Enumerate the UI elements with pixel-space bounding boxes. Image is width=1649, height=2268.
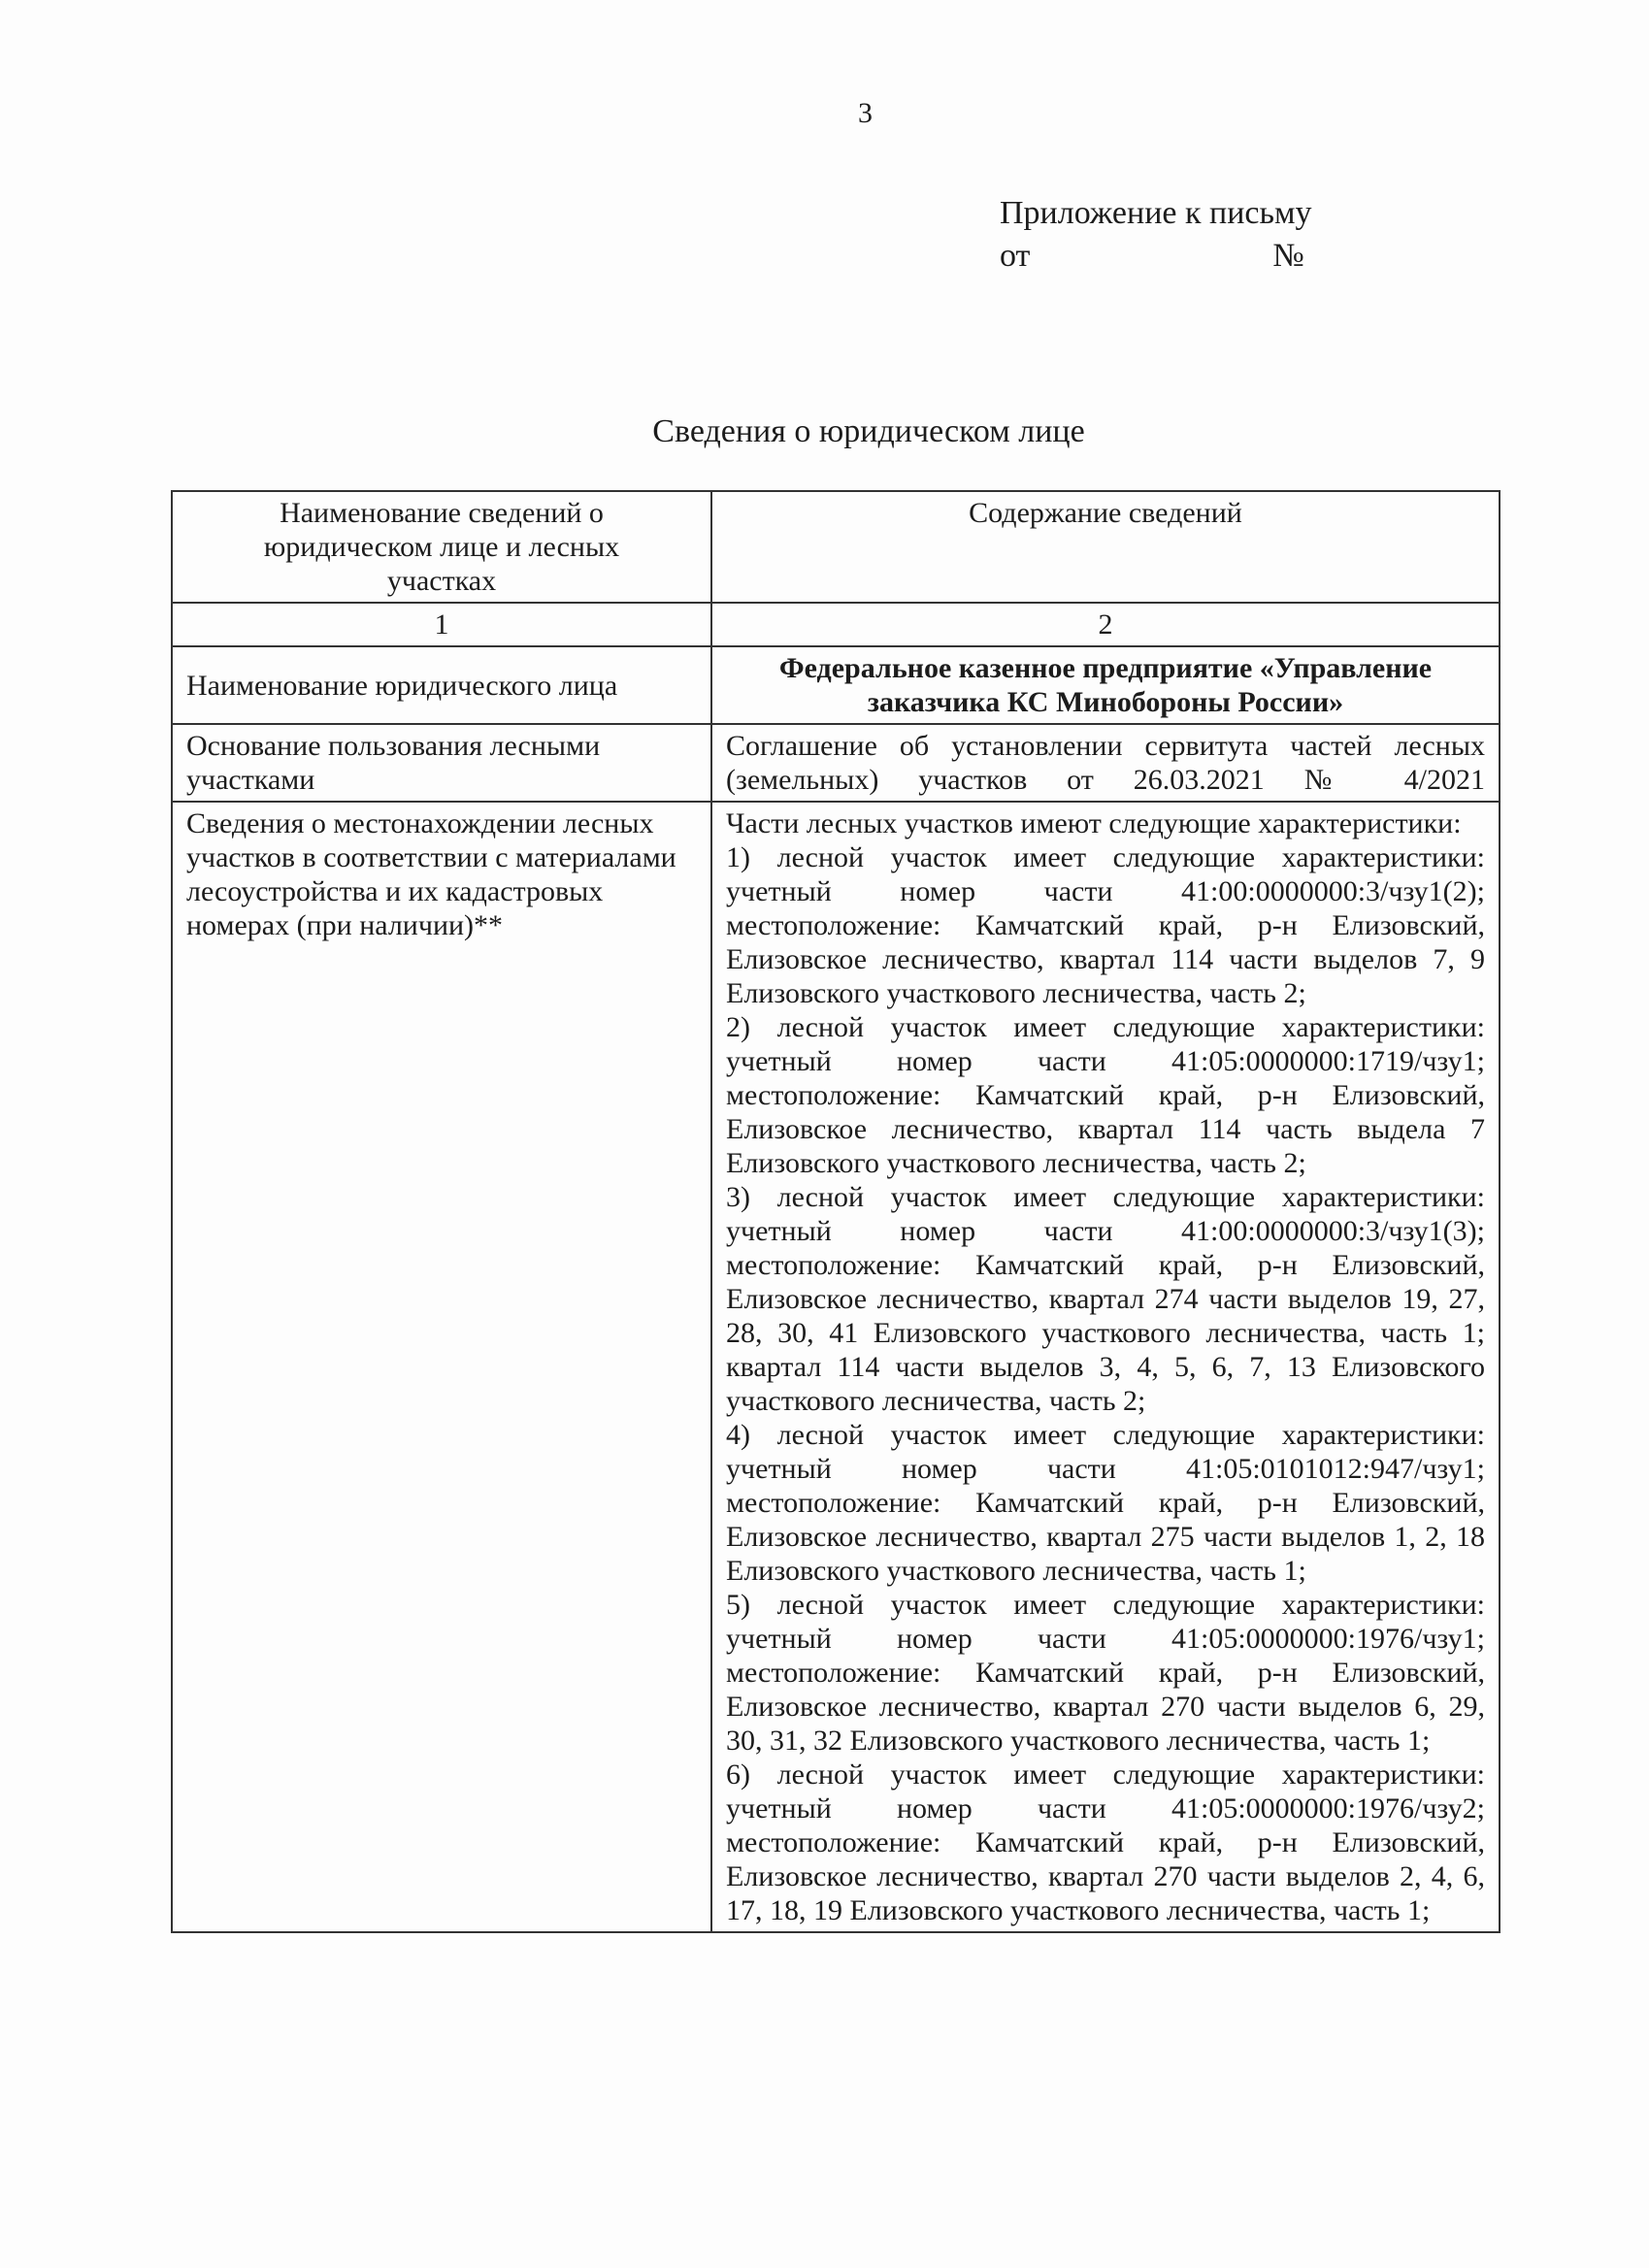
- forest-plot-item: 3) лесной участок имеет следующие характеристики: учетный номер части 41:00:0000000:3/чзу1(3); местоположение: Камчатский край, р-н Елизовский, Елизовское лесничество, квартал 274 части выделов 19, 27, 28, 30, 41 Елизовского участкового лесничества, часть 1; квартал 114 части выделов 3, 4, 5, 6, 7, 13 Елизовского участкового лесничества, часть 2;: [726, 1181, 1485, 1417]
- table-row: [172, 802, 1500, 1932]
- entity-name-value: Федеральное казенное предприятие «Управление заказчика КС Минобороны России»: [711, 646, 1500, 724]
- page-number: 3: [858, 97, 873, 129]
- forest-plot-item: 2) лесной участок имеет следующие характеристики: учетный номер части 41:05:0000000:1719/чзу1; местоположение: Камчатский край, р-н Елизовский, Елизовское лесничество, квартал 114 часть выдела 7 Елизовского участкового лесничества, часть 2;: [726, 1011, 1485, 1179]
- location-intro: Части лесных участков имеют следующие характеристики:: [726, 807, 1462, 839]
- legal-entity-table: [171, 490, 1501, 1933]
- header-cell-info-name: Наименование сведений о юридическом лице и лесных участках: [172, 491, 711, 603]
- appendix-note: [1000, 192, 1312, 278]
- usage-basis-label: Основание пользования лесными участками: [172, 724, 711, 802]
- header-cell-content: Содержание сведений: [711, 491, 1500, 603]
- appendix-from-label: от: [1000, 238, 1031, 274]
- appendix-number-label: №: [1272, 238, 1304, 274]
- forest-plot-item: 1) лесной участок имеет следующие характеристики: учетный номер части 41:00:0000000:3/чзу1(2); местоположение: Камчатский край, р-н Елизовский, Елизовское лесничество, квартал 114 части выделов 7, 9 Елизовского участкового лесничества, часть 2;: [726, 841, 1485, 1009]
- location-label: Сведения о местонахождении лесных участков в соответствии с материалами лесоустройства и их кадастровых номерах (при наличии)**: [172, 802, 711, 1932]
- table-row: [172, 724, 1500, 802]
- appendix-line: Приложение к письму: [1000, 195, 1312, 231]
- forest-plot-item: 4) лесной участок имеет следующие характеристики: учетный номер части 41:05:0101012:947/чзу1; местоположение: Камчатский край, р-н Елизовский, Елизовское лесничество, квартал 275 части выделов 1, 2, 18 Елизовского участкового лесничества, часть 1;: [726, 1419, 1485, 1587]
- location-details: [711, 802, 1500, 1932]
- appendix-ref-line: [1000, 235, 1312, 278]
- document-title: Сведения о юридическом лице: [652, 413, 1085, 449]
- column-number-row: [172, 603, 1500, 646]
- table-header-row: [172, 491, 1500, 603]
- forest-plot-item: 5) лесной участок имеет следующие характеристики: учетный номер части 41:05:0000000:1976/чзу1; местоположение: Камчатский край, р-н Елизовский, Елизовское лесничество, квартал 270 части выделов 6, 29, 30, 31, 32 Елизовского участкового лесничества, часть 1;: [726, 1589, 1485, 1757]
- column-number-1: 1: [172, 603, 711, 646]
- entity-name-label: Наименование юридического лица: [172, 646, 711, 724]
- forest-plot-item: 6) лесной участок имеет следующие характеристики: учетный номер части 41:05:0000000:1976/чзу2; местоположение: Камчатский край, р-н Елизовский, Елизовское лесничество, квартал 270 части выделов 2, 4, 6, 17, 18, 19 Елизовского участкового лесничества, часть 1;: [726, 1759, 1485, 1926]
- usage-basis-value: Соглашение об установлении сервитута частей лесных (земельных) участков от 26.03.2021 № 4/2021: [711, 724, 1500, 802]
- table-row: [172, 646, 1500, 724]
- column-number-2: 2: [711, 603, 1500, 646]
